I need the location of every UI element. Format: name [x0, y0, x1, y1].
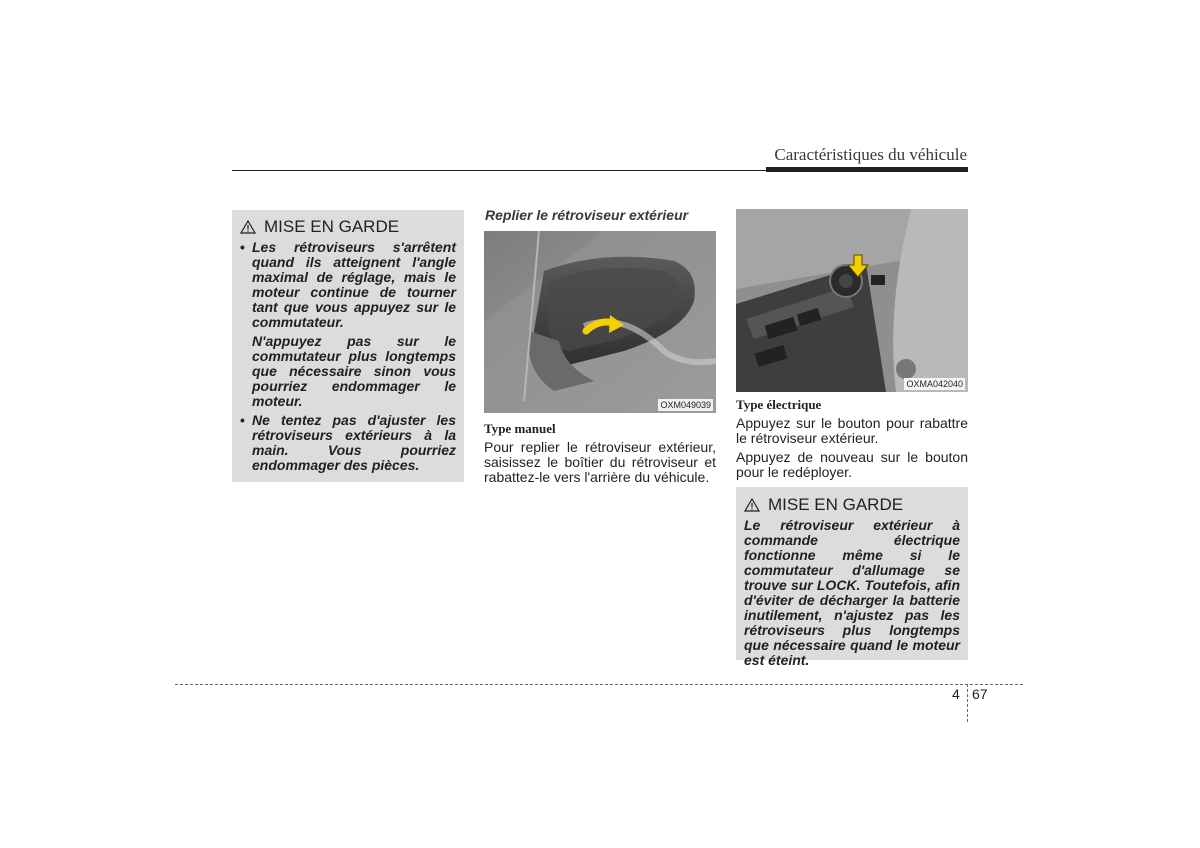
- warning-triangle-icon: [744, 498, 760, 512]
- warning-box-left: [232, 210, 464, 482]
- figure-code: OXMA042040: [906, 379, 963, 389]
- page-number: 67: [972, 686, 988, 702]
- figure-code: OXM049039: [660, 400, 711, 410]
- electric-type-subhead: Type électrique: [736, 397, 822, 412]
- footer-rule: [175, 684, 1023, 685]
- warning-heading-text: MISE EN GARDE: [768, 495, 904, 514]
- chapter-number: 4: [952, 686, 960, 702]
- manual-type-text: Pour replier le rétroviseur extérieur, saisissez le boîtier du rétroviseur et rabattez-le vers l'arrière du véhicule.: [484, 439, 716, 485]
- footer-divider: [967, 684, 968, 722]
- electric-type-text: Appuyez sur le bouton pour rabattre le rétroviseur extérieur.: [736, 415, 968, 446]
- page-header-title: Caractéristiques du véhicule: [774, 145, 967, 164]
- mirror-switch-figure: [736, 209, 968, 392]
- mirror-fold-figure: [484, 231, 716, 413]
- warning-heading: [240, 217, 456, 237]
- warning-heading-text: MISE EN GARDE: [264, 217, 400, 236]
- warning-bullet-text: Les rétroviseurs s'arrêtent quand ils atteignent l'angle maximal de réglage, mais le moteur continue de tourner tant que vous appuyez sur le commutateur.: [252, 239, 456, 330]
- warning-bullet-continuation: N'appuyez pas sur le commutateur plus longtemps que nécessaire sinon vous pourriez endommager le moteur.: [252, 333, 456, 409]
- door-switch-illustration: [736, 209, 968, 392]
- mirror-illustration: [484, 231, 716, 413]
- warning-triangle-icon: [240, 220, 256, 234]
- header-rule-bold: [766, 167, 968, 172]
- warning-bullet-text: Ne tentez pas d'ajuster les rétroviseurs extérieurs à la main. Vous pourriez endommager des pièces.: [252, 412, 456, 473]
- header-rule: [232, 170, 768, 171]
- warning-bullet: • Ne tentez pas d'ajuster les rétroviseurs extérieurs à la main. Vous pourriez endommager des pièces.: [240, 412, 456, 473]
- warning-heading: [744, 495, 960, 515]
- electric-type-text-2: Appuyez de nouveau sur le bouton pour le redéployer.: [736, 449, 968, 480]
- manual-type-subhead: Type manuel: [484, 421, 556, 436]
- warning-text: Le rétroviseur extérieur à commande électrique fonctionne même si le commutateur d'allumage se trouve sur LOCK. Toutefois, afin d'éviter de décharger la batterie inutilement, n'ajustez pas les rétroviseurs plus longtemps que nécessaire quand le moteur est éteint.: [744, 517, 960, 668]
- warning-bullet: • Les rétroviseurs s'arrêtent quand ils atteignent l'angle maximal de réglage, mais le moteur continue de tourner tant que vous appuyez sur le commutateur.: [240, 239, 456, 330]
- section-title: Replier le rétroviseur extérieur: [485, 207, 689, 223]
- warning-box-right: [736, 487, 968, 668]
